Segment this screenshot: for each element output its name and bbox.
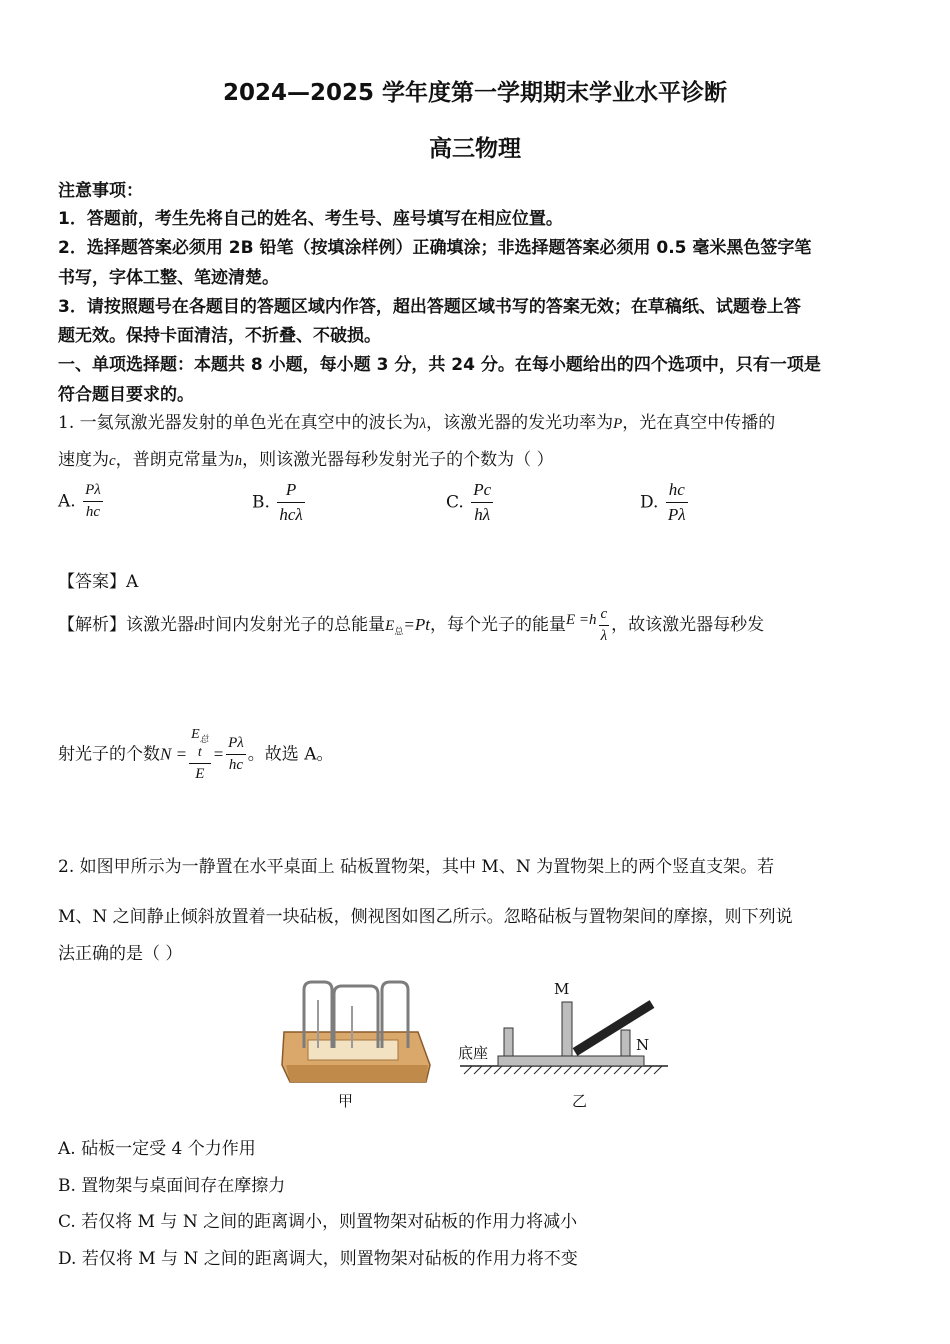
notice-item-1: 1．答题前，考生先将自己的姓名、考生号、座号填写在相应位置。: [58, 209, 563, 229]
q1-stem-line2: [58, 445, 554, 470]
q1-analysis-line1: [58, 606, 764, 645]
q1-option-b[interactable]: [252, 480, 307, 525]
q2-option-c[interactable]: C. 若仅将 M 与 N 之间的距离调小，则置物架对砧板的作用力将减小: [58, 1212, 578, 1232]
q2-stem-line3: 法正确的是（ ）: [58, 944, 183, 964]
symbol-t: t: [194, 618, 199, 634]
notice-heading: 注意事项：: [58, 181, 143, 201]
q1-symbol-h: h: [234, 453, 243, 469]
analysis-text: 【解析】该激光器: [58, 615, 194, 635]
option-label: D.: [640, 492, 659, 513]
q1-option-c[interactable]: [446, 480, 495, 525]
photon-energy-eq: E =h: [565, 612, 597, 628]
n-den-e: E: [195, 765, 205, 782]
q1-symbol-p: P: [613, 416, 623, 432]
q2-option-a[interactable]: A. 砧板一定受 4 个力作用: [58, 1139, 256, 1159]
q1-text: ，该激光器的发光功率为: [426, 413, 614, 433]
fraction-denominator: λ: [599, 625, 610, 645]
q1-symbol-c: c: [109, 453, 116, 469]
n-num-sub: 总: [199, 733, 209, 744]
label-n: N: [636, 1036, 650, 1054]
energy-total-subscript: 总: [394, 627, 404, 638]
energy-total-symbol: E: [385, 618, 395, 634]
exam-title: 2024—2025 学年度第一学期期末学业水平诊断: [222, 80, 728, 106]
caption-left: 甲: [338, 1092, 354, 1110]
fraction-numerator: c: [600, 606, 608, 622]
fraction-numerator: P: [285, 480, 297, 499]
q1-text: ，普朗克常量为: [115, 450, 235, 470]
fraction-denominator: Pλ: [666, 502, 688, 525]
q1-text: ，光在真空中传播的: [622, 413, 776, 433]
q1-symbol-lambda: λ: [419, 416, 427, 432]
fraction-numerator: hc: [668, 480, 685, 499]
fraction-numerator: Pc: [473, 480, 492, 499]
option-label: C.: [446, 492, 464, 513]
eq-pt: =Pt: [403, 615, 430, 634]
fraction-denominator: hc: [226, 754, 246, 774]
caption-right: 乙: [572, 1092, 588, 1110]
option-label: B.: [252, 492, 270, 513]
section-heading-a: 一、单项选择题：本题共 8 小题，每小题 3 分，共 24 分。在每小题给出的四个选项中，只有一项是: [58, 355, 821, 375]
q1-text: ，则该激光器每秒发射光子的个数为（ ）: [242, 450, 554, 470]
notice-item-2b: 书写，字体工整、笔迹清楚。: [58, 268, 279, 288]
analysis-text: 射光子的个数: [58, 744, 160, 765]
analysis-text: 时间内发射光子的总能量: [198, 615, 386, 635]
q2-figure: [278, 970, 678, 1112]
q1-text: 速度为: [58, 450, 109, 470]
label-base: 底座: [458, 1044, 489, 1062]
q2-option-d[interactable]: D. 若仅将 M 与 N 之间的距离调大，则置物架对砧板的作用力将不变: [58, 1249, 578, 1269]
section-heading-b: 符合题目要求的。: [58, 385, 194, 405]
n-num-t: t: [197, 744, 202, 760]
n-eq: N =: [160, 744, 188, 764]
exam-subject: 高三物理: [429, 136, 521, 162]
q1-option-a[interactable]: [58, 482, 105, 521]
q2-option-b[interactable]: B. 置物架与桌面间存在摩擦力: [58, 1176, 286, 1196]
q1-answer: 【答案】A: [58, 572, 139, 592]
fraction-denominator: hcλ: [277, 502, 304, 525]
analysis-text: ，故该激光器每秒发: [611, 615, 765, 635]
notice-item-3a: 3．请按照题号在各题目的答题区域内作答，超出答题区域书写的答案无效；在草稿纸、试题卷上答: [58, 297, 801, 317]
rack-illustration: [282, 982, 430, 1082]
compound-fraction: [189, 727, 211, 783]
fraction-numerator: Pλ: [85, 482, 101, 498]
q1-text: 1. 一氦氖激光器发射的单色光在真空中的波长为: [58, 413, 420, 433]
fraction-denominator: hc: [83, 501, 103, 521]
fraction-denominator: hλ: [471, 502, 493, 525]
n-eq2: =: [212, 744, 225, 764]
analysis-text: 。故选 A。: [247, 744, 334, 765]
q1-analysis-line2: [58, 727, 333, 783]
notice-item-2a: 2．选择题答案必须用 2B 铅笔（按填涂样例）正确填涂；非选择题答案必须用 0.5 毫米黑色签字笔: [58, 238, 812, 258]
q1-option-d[interactable]: [640, 480, 690, 525]
q2-stem-line1: 2. 如图甲所示为一静置在水平桌面上 砧板置物架，其中 M、N 为置物架上的两个竖直支架。若: [58, 857, 775, 877]
n-num-e: E: [191, 727, 200, 742]
q2-stem-line2: M、N 之间静止倾斜放置着一块砧板，侧视图如图乙所示。忽略砧板与置物架间的摩擦，则下列说: [58, 907, 793, 927]
label-m: M: [554, 980, 570, 998]
q1-stem-line1: [58, 408, 775, 433]
notice-item-3b: 题无效。保持卡面清洁，不折叠、不破损。: [58, 326, 381, 346]
option-label: A.: [58, 491, 76, 512]
fraction-numerator: Pλ: [228, 735, 244, 752]
analysis-text: ，每个光子的能量: [429, 615, 566, 635]
